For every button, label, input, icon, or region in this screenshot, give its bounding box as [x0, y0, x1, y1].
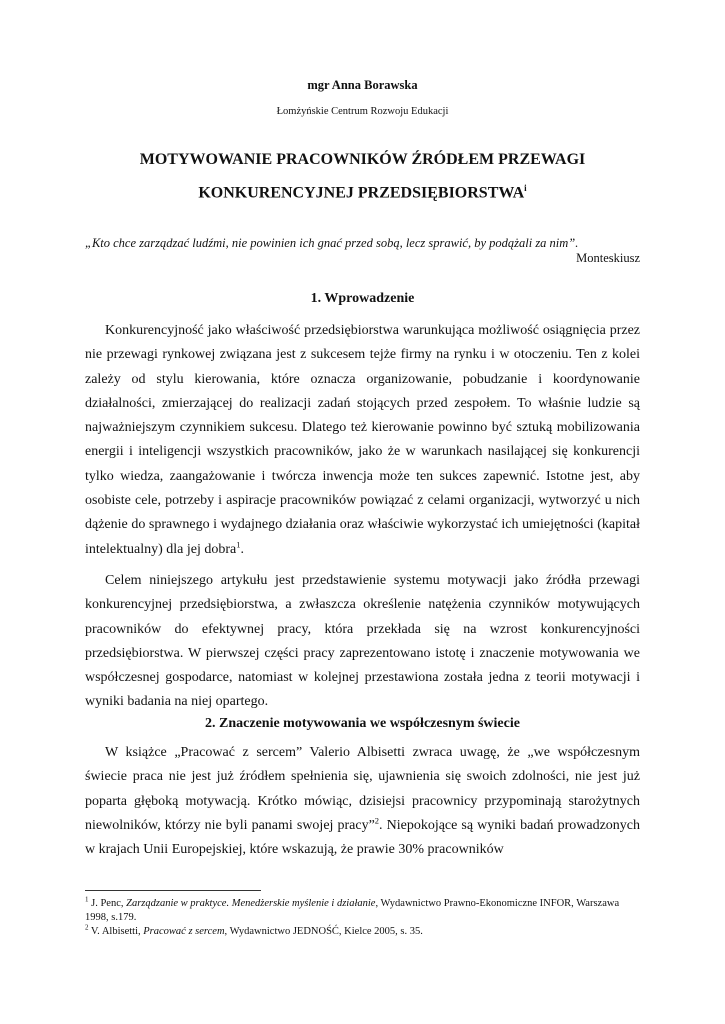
- section-heading-motivation: 2. Znaczenie motywowania we współczesnym świecie: [205, 716, 520, 731]
- footnote: [85, 925, 640, 939]
- author-name: mgr Anna Borawska: [307, 78, 418, 92]
- paragraph-text: Celem niniejszego artykułu jest przedstawienie systemu motywacji jako źródła przewagi konkurencyjnej przedsiębiorstwa, a zwłaszcza określenie natężenia czynników motywujących pracowników do efektywnej pracy, która przekłada się na wzrost konkurencyjności przedsiębiorstwa. W pierwszej części pracy zaprezentowano istotę i znaczenie motywowania we współczesnej gospodarce, natomiast w kolejnej przestawiona została jedna z teorii motywacji i wyniki badania na niej opartego.: [85, 573, 640, 710]
- footnote-author: J. Penc,: [88, 898, 127, 909]
- section-heading-introduction: 1. Wprowadzenie: [310, 291, 415, 306]
- document-page: [85, 0, 640, 1024]
- epigraph-author: Monteskiusz: [576, 251, 640, 265]
- paragraph-text: W książce „Pracować z sercem” Valerio Albisetti zwraca uwagę, że „we współczesnym świecie praca nie jest już źródłem spełnienia się, ujawnienia się swoich zdolności, nie jest już poparta głęboką motywacją. Krótko mówiąc, dzisiejsi pracownicy przypominają starożytnych niewolników, którzy nie byli panami swojej pracy”: [85, 745, 640, 833]
- footnote-author: V. Albisetti,: [88, 926, 144, 937]
- footnotes: [85, 897, 640, 940]
- footnote-publisher: , Wydawnictwo JEDNOŚĆ, Kielce 2005, s. 35.: [224, 926, 423, 937]
- footnote-title: Pracować z sercem: [143, 926, 225, 937]
- article-title: [85, 145, 640, 207]
- footnote-number: 1: [85, 895, 89, 904]
- footnote-separator: [85, 890, 261, 891]
- title-line-1: MOTYWOWANIE PRACOWNIKÓW ŹRÓDŁEM PRZEWAGI: [139, 151, 586, 168]
- body-paragraph: [85, 569, 640, 715]
- footnote-title: Zarządzanie w praktyce. Menedżerskie myślenie i działanie: [126, 898, 376, 909]
- paragraph-text-tail: .: [240, 541, 244, 557]
- body-paragraph: [85, 741, 640, 862]
- body-paragraph: [85, 319, 640, 562]
- footnote: [85, 897, 640, 924]
- footnote-ref[interactable]: 2: [374, 815, 380, 826]
- footnote-number: 2: [85, 923, 89, 932]
- author-affiliation: Łomżyńskie Centrum Rozwoju Edukacji: [276, 106, 449, 117]
- title-endnote-marker: i: [524, 183, 527, 193]
- footnote-ref[interactable]: 1: [236, 539, 241, 550]
- paragraph-text-tail: . Niepokojące są wyniki badań prowadzonych w krajach Unii Europejskiej, które wskazują, że prawie 30% pracowników: [85, 817, 641, 858]
- title-line-2: KONKURENCYJNEJ PRZEDSIĘBIORSTWA: [198, 184, 525, 202]
- footnote-publisher: , Wydawnictwo Prawno-Ekonomiczne INFOR, Warszawa 1998, s.179.: [85, 898, 620, 923]
- paragraph-text: Konkurencyjność jako właściwość przedsiębiorstwa warunkująca możliwość osiągnięcia przez nie przewagi rynkowej związana jest z sukcesem tejże firmy na rynku i w otoczeniu. Ten z kolei zależy od stylu kierowania, które oznacza organizowanie, pobudzanie i koordynowanie działalności, zmierzającej do realizacji zadań stojących przed zespołem. To właśnie ludzie są najważniejszym czynnikiem sukcesu. Dlatego też kierowanie powinno być sztuką mobilizowania energii i inteligencji wszystkich pracowników, jako że w warunkach nasilającej się konkurencji tylko wiedza, zaangażowanie i twórcza inwencja może ten sukces zapewnić. Istotne jest, aby osobiste cele, potrzeby i aspiracje pracowników powiązać z celami organizacji, wytworzyć u nich dążenie do sprawnego i wydajnego działania oraz właściwie wykorzystać ich umiejętności (kapitał intelektualny) dla jej dobra: [85, 323, 640, 557]
- epigraph-quote: „Kto chce zarządzać ludźmi, nie powinien ich gnać przed sobą, lecz sprawić, by podążali za nim”.: [85, 236, 579, 250]
